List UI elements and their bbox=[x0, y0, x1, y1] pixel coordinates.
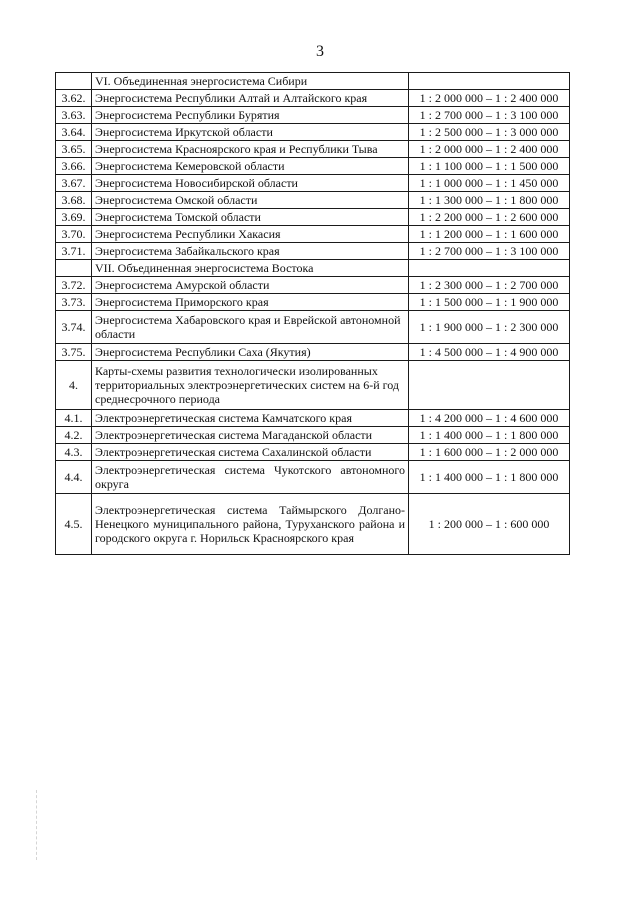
row-scale: 1 : 2 000 000 – 1 : 2 400 000 bbox=[409, 90, 570, 107]
group-heading: Карты-схемы развития технологически изолированных территориальных электроэнергетических систем на 6-й год среднесрочного периода bbox=[92, 361, 409, 410]
page-number: 3 bbox=[316, 43, 324, 60]
row-scale: 1 : 200 000 – 1 : 600 000 bbox=[409, 494, 570, 555]
row-scale: 1 : 2 300 000 – 1 : 2 700 000 bbox=[409, 277, 570, 294]
table-row bbox=[56, 243, 570, 260]
row-name: Энергосистема Кемеровской области bbox=[92, 158, 409, 175]
row-scale bbox=[409, 73, 570, 90]
table-row bbox=[56, 209, 570, 226]
row-scale bbox=[409, 361, 570, 410]
row-name: Энергосистема Приморского края bbox=[92, 294, 409, 311]
row-scale: 1 : 1 900 000 – 1 : 2 300 000 bbox=[409, 311, 570, 344]
table-row bbox=[56, 410, 570, 427]
table-row bbox=[56, 294, 570, 311]
row-number: 4.4. bbox=[56, 461, 92, 494]
group-heading-row bbox=[56, 361, 570, 410]
row-name: Энергосистема Республики Бурятия bbox=[92, 107, 409, 124]
row-number: 3.68. bbox=[56, 192, 92, 209]
table-row bbox=[56, 141, 570, 158]
row-scale bbox=[409, 260, 570, 277]
table-row bbox=[56, 107, 570, 124]
row-name: Энергосистема Хабаровского края и Еврейской автономной области bbox=[92, 311, 409, 344]
row-number: 4.5. bbox=[56, 494, 92, 555]
table-row bbox=[56, 427, 570, 444]
row-name: Энергосистема Новосибирской области bbox=[92, 175, 409, 192]
row-number: 3.65. bbox=[56, 141, 92, 158]
table-row bbox=[56, 277, 570, 294]
section-heading: VII. Объединенная энергосистема Востока bbox=[92, 260, 409, 277]
section-heading-row bbox=[56, 260, 570, 277]
row-scale: 1 : 2 500 000 – 1 : 3 000 000 bbox=[409, 124, 570, 141]
row-name: Энергосистема Республики Хакасия bbox=[92, 226, 409, 243]
table-row bbox=[56, 344, 570, 361]
section-heading: VI. Объединенная энергосистема Сибири bbox=[92, 73, 409, 90]
scan-artifact-line bbox=[36, 790, 38, 860]
row-name: Электроэнергетическая система Чукотского автономного округа bbox=[92, 461, 409, 494]
row-scale: 1 : 4 500 000 – 1 : 4 900 000 bbox=[409, 344, 570, 361]
table-row bbox=[56, 311, 570, 344]
row-number: 4.2. bbox=[56, 427, 92, 444]
row-number bbox=[56, 73, 92, 90]
row-scale: 1 : 1 400 000 – 1 : 1 800 000 bbox=[409, 461, 570, 494]
section-heading-row bbox=[56, 73, 570, 90]
row-number: 3.70. bbox=[56, 226, 92, 243]
row-number: 3.67. bbox=[56, 175, 92, 192]
row-number: 3.62. bbox=[56, 90, 92, 107]
table-row bbox=[56, 90, 570, 107]
row-name: Энергосистема Омской области bbox=[92, 192, 409, 209]
row-name: Электроэнергетическая система Магаданской области bbox=[92, 427, 409, 444]
row-name: Электроэнергетическая система Таймырского Долгано-Ненецкого муниципального района, Туруханского района и городского округа г. Норильск Красноярского края bbox=[92, 494, 409, 555]
row-number: 3.72. bbox=[56, 277, 92, 294]
row-scale: 1 : 4 200 000 – 1 : 4 600 000 bbox=[409, 410, 570, 427]
scale-table bbox=[55, 72, 570, 555]
row-scale: 1 : 1 600 000 – 1 : 2 000 000 bbox=[409, 444, 570, 461]
table-row bbox=[56, 444, 570, 461]
row-scale: 1 : 1 200 000 – 1 : 1 600 000 bbox=[409, 226, 570, 243]
row-name: Энергосистема Красноярского края и Республики Тыва bbox=[92, 141, 409, 158]
table-row bbox=[56, 494, 570, 555]
row-number: 3.75. bbox=[56, 344, 92, 361]
table-row bbox=[56, 158, 570, 175]
row-name: Энергосистема Томской области bbox=[92, 209, 409, 226]
row-number bbox=[56, 260, 92, 277]
row-scale: 1 : 2 000 000 – 1 : 2 400 000 bbox=[409, 141, 570, 158]
row-number: 3.71. bbox=[56, 243, 92, 260]
row-name: Энергосистема Республики Алтай и Алтайского края bbox=[92, 90, 409, 107]
row-name: Энергосистема Республики Саха (Якутия) bbox=[92, 344, 409, 361]
table-row bbox=[56, 226, 570, 243]
table-row bbox=[56, 461, 570, 494]
row-scale: 1 : 1 400 000 – 1 : 1 800 000 bbox=[409, 427, 570, 444]
row-number: 4.3. bbox=[56, 444, 92, 461]
row-number: 3.73. bbox=[56, 294, 92, 311]
row-name: Энергосистема Амурской области bbox=[92, 277, 409, 294]
row-scale: 1 : 2 200 000 – 1 : 2 600 000 bbox=[409, 209, 570, 226]
row-name: Энергосистема Забайкальского края bbox=[92, 243, 409, 260]
row-name: Электроэнергетическая система Камчатского края bbox=[92, 410, 409, 427]
table-row bbox=[56, 175, 570, 192]
row-number: 3.63. bbox=[56, 107, 92, 124]
row-name: Энергосистема Иркутской области bbox=[92, 124, 409, 141]
row-number: 4.1. bbox=[56, 410, 92, 427]
row-scale: 1 : 1 100 000 – 1 : 1 500 000 bbox=[409, 158, 570, 175]
table-row bbox=[56, 192, 570, 209]
row-scale: 1 : 1 500 000 – 1 : 1 900 000 bbox=[409, 294, 570, 311]
row-scale: 1 : 2 700 000 – 1 : 3 100 000 bbox=[409, 243, 570, 260]
row-scale: 1 : 2 700 000 – 1 : 3 100 000 bbox=[409, 107, 570, 124]
row-number: 3.64. bbox=[56, 124, 92, 141]
row-name: Электроэнергетическая система Сахалинской области bbox=[92, 444, 409, 461]
row-number: 4. bbox=[56, 361, 92, 410]
row-number: 3.66. bbox=[56, 158, 92, 175]
row-scale: 1 : 1 000 000 – 1 : 1 450 000 bbox=[409, 175, 570, 192]
row-number: 3.74. bbox=[56, 311, 92, 344]
row-number: 3.69. bbox=[56, 209, 92, 226]
row-scale: 1 : 1 300 000 – 1 : 1 800 000 bbox=[409, 192, 570, 209]
table-row bbox=[56, 124, 570, 141]
